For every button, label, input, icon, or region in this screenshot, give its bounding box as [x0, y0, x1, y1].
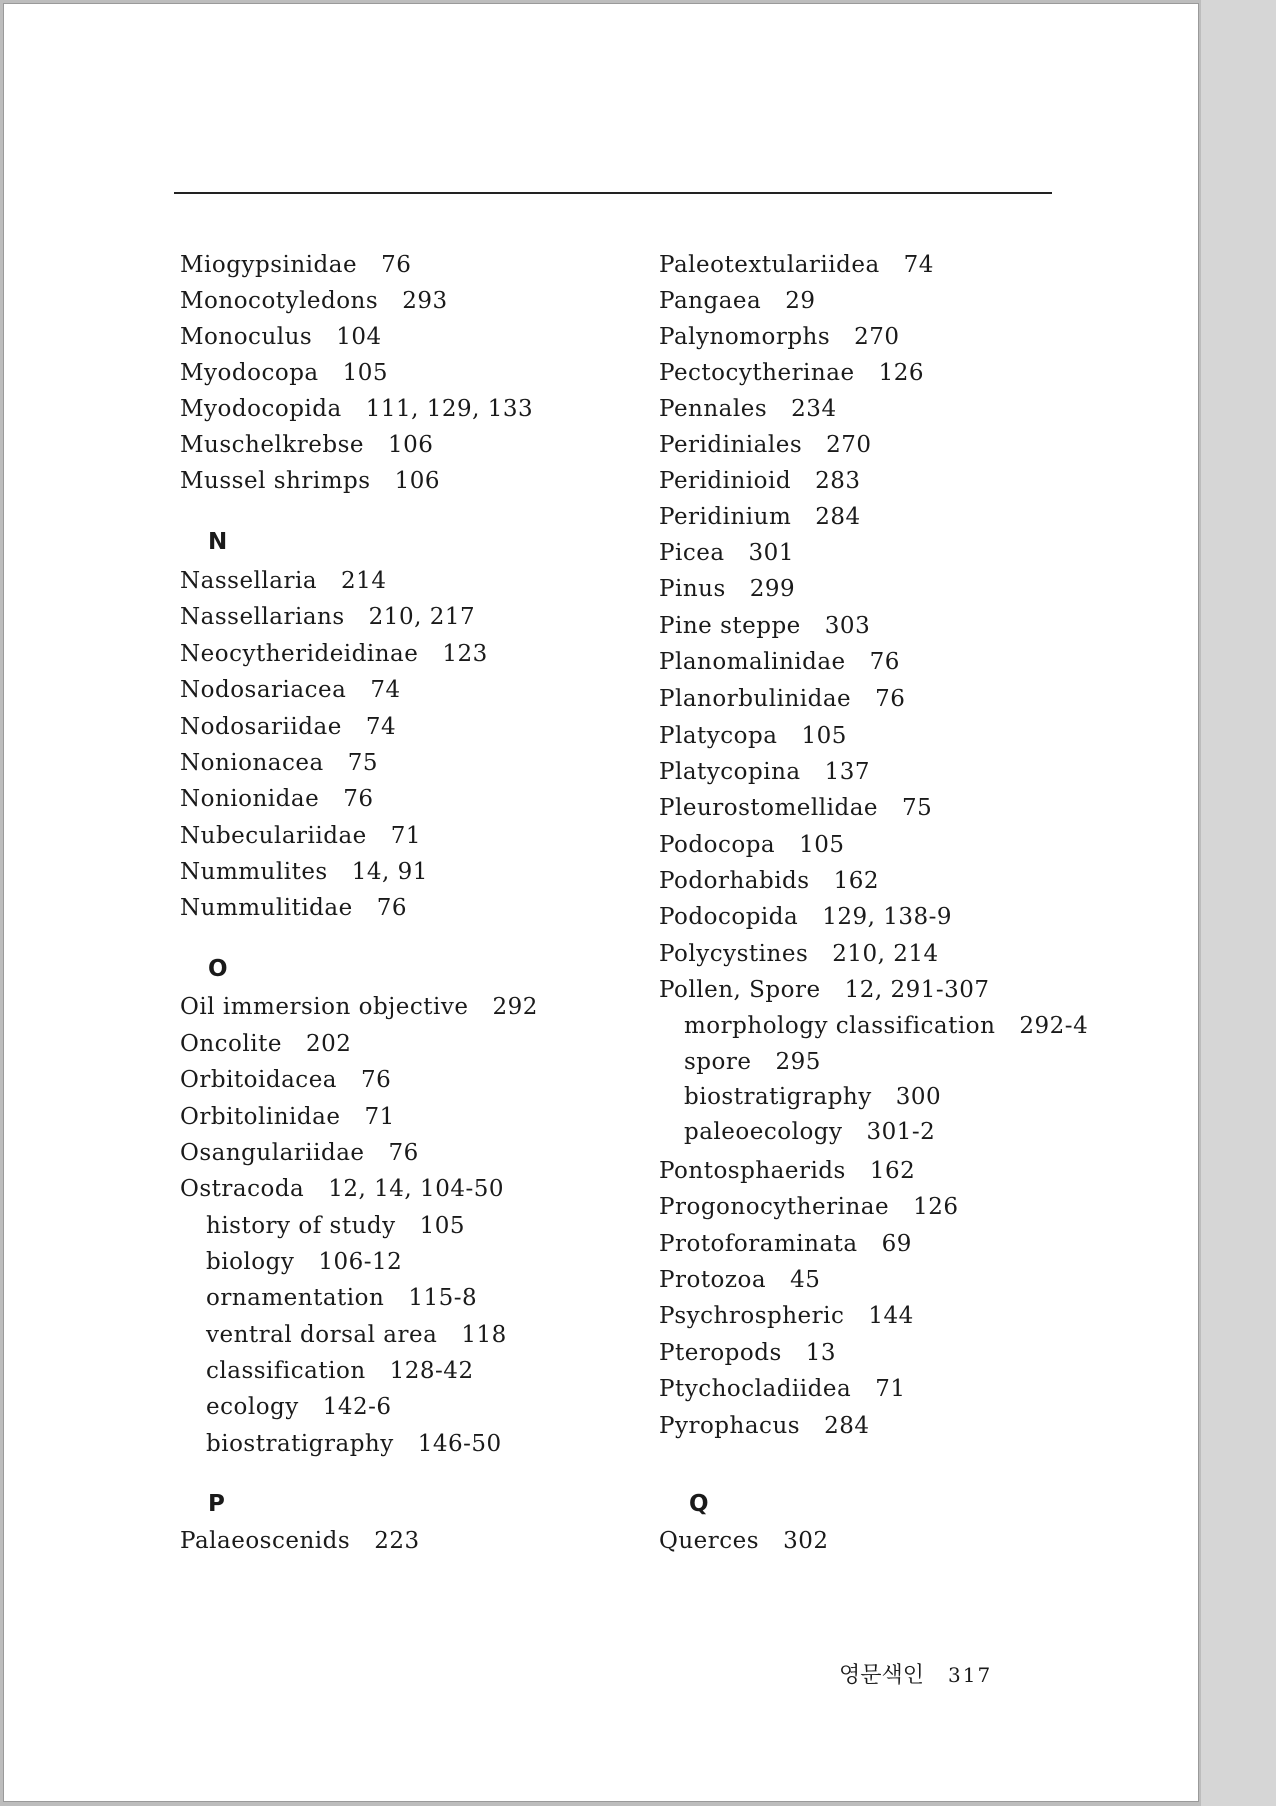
index-term: Monocotyledons: [180, 288, 379, 314]
index-page-ref: 126: [913, 1194, 959, 1220]
index-page-ref: 210, 214: [832, 941, 939, 967]
index-entry: [659, 359, 924, 387]
index-term: Myodocopa: [180, 360, 319, 386]
index-entry: [659, 1230, 912, 1258]
index-page-ref: 76: [875, 686, 906, 712]
index-page-ref: 118: [461, 1322, 507, 1348]
index-page-ref: 106: [394, 468, 440, 494]
index-page-ref: 295: [775, 1049, 821, 1075]
index-entry: [659, 758, 870, 786]
index-page-ref: 162: [869, 1158, 916, 1184]
index-page-ref: 146-50: [417, 1431, 502, 1457]
index-page-ref: 137: [824, 759, 871, 785]
index-subentry: [684, 1012, 1088, 1040]
index-entry: [659, 503, 861, 531]
index-entry: [180, 603, 475, 631]
index-subentry: [206, 1357, 474, 1385]
index-page-ref: 45: [790, 1267, 821, 1293]
index-entry: [180, 1030, 351, 1058]
index-term: Peridiniales: [659, 432, 803, 458]
index-page-ref: 270: [854, 324, 900, 350]
index-page-ref: 301: [748, 540, 794, 566]
index-entry: [659, 287, 816, 315]
index-page-ref: 13: [805, 1340, 837, 1366]
index-term: ventral dorsal area: [206, 1322, 438, 1348]
index-page-ref: 299: [749, 576, 796, 602]
section-letter-q: Q: [689, 1491, 709, 1517]
index-term: ornamentation: [206, 1285, 385, 1311]
index-entry: [659, 251, 934, 279]
index-term: Nummulites: [180, 859, 328, 885]
index-entry: [180, 359, 388, 387]
index-term: Nodosariacea: [180, 677, 347, 703]
index-entry: [659, 1375, 905, 1403]
index-term: Podocopa: [659, 832, 776, 858]
page-footer: [839, 1658, 992, 1689]
section-letter-n: N: [208, 529, 228, 555]
index-subentry: [684, 1048, 821, 1076]
index-term: Podocopida: [659, 904, 799, 930]
index-entry: [180, 676, 401, 704]
index-term: Planomalinidae: [659, 649, 846, 675]
section-letter-o: O: [208, 956, 228, 982]
index-entry: [659, 1157, 915, 1185]
index-subentry: [206, 1430, 502, 1458]
index-entry: [659, 1302, 914, 1330]
index-term: Neocytherideidinae: [180, 641, 419, 667]
index-page-ref: 292-4: [1019, 1013, 1089, 1039]
index-page-ref: 69: [881, 1231, 912, 1257]
index-page-ref: 142-6: [322, 1394, 392, 1420]
index-entry: [180, 749, 378, 777]
index-page-ref: 123: [442, 641, 488, 667]
index-page-ref: 301-2: [866, 1119, 936, 1145]
index-page-ref: 76: [376, 895, 408, 921]
index-term: Podorhabids: [659, 868, 810, 894]
index-term: Orbitolinidae: [180, 1104, 341, 1130]
index-entry: [180, 287, 448, 315]
index-page-ref: 71: [364, 1104, 395, 1130]
index-page-ref: 76: [388, 1140, 419, 1166]
index-page-ref: 75: [347, 750, 378, 776]
index-term: Nubeculariidae: [180, 823, 367, 849]
index-page-ref: 284: [815, 504, 861, 530]
index-term: Miogypsinidae: [180, 252, 358, 278]
footer-section-title: 영문색인: [839, 1663, 925, 1688]
index-entry: [659, 395, 837, 423]
index-term: Querces: [659, 1528, 760, 1554]
index-page-ref: 75: [902, 795, 933, 821]
index-page-ref: 202: [305, 1031, 352, 1057]
index-term: Psychrospheric: [659, 1303, 845, 1329]
index-term: Muschelkrebse: [180, 432, 365, 458]
index-term: Oncolite: [180, 1031, 282, 1057]
index-page-ref: 303: [824, 613, 871, 639]
index-entry: [659, 1412, 869, 1440]
index-term: Nassellarians: [180, 604, 345, 630]
index-entry: [180, 713, 396, 741]
index-page: [3, 3, 1199, 1802]
index-entry: [180, 567, 386, 595]
index-entry: [180, 395, 533, 423]
index-term: Palaeoscenids: [180, 1528, 351, 1554]
index-entry: [659, 722, 847, 750]
index-term: Platycopa: [659, 723, 778, 749]
index-term: Pectocytherinae: [659, 360, 855, 386]
index-entry: [659, 940, 939, 968]
index-term: Palynomorphs: [659, 324, 831, 350]
index-term: Oil immersion objective: [180, 994, 469, 1020]
index-page-ref: 105: [799, 832, 845, 858]
index-page-ref: 105: [342, 360, 389, 386]
index-page-ref: 76: [361, 1067, 392, 1093]
index-term: history of study: [206, 1213, 396, 1239]
index-page-ref: 74: [370, 677, 401, 703]
index-page-ref: 300: [895, 1084, 942, 1110]
index-page-ref: 111, 129, 133: [365, 396, 534, 422]
index-page-ref: 214: [341, 568, 387, 594]
index-entry: [180, 1103, 395, 1131]
index-entry: [180, 1066, 391, 1094]
index-term: Pine steppe: [659, 613, 801, 639]
index-subentry: [684, 1118, 935, 1146]
index-term: Pontosphaerids: [659, 1158, 846, 1184]
index-page-ref: 12, 14, 104-50: [328, 1176, 504, 1202]
index-page-ref: 29: [785, 288, 816, 314]
index-page-ref: 283: [815, 468, 861, 494]
index-term: spore: [684, 1049, 752, 1075]
index-page-ref: 115-8: [408, 1285, 478, 1311]
index-page-ref: 71: [875, 1376, 906, 1402]
index-page-ref: 71: [390, 823, 422, 849]
index-subentry: [206, 1321, 507, 1349]
index-entry: [659, 575, 795, 603]
index-subentry: [206, 1212, 465, 1240]
index-term: morphology classification: [684, 1013, 996, 1039]
index-term: biology: [206, 1249, 295, 1275]
index-term: Orbitoidacea: [180, 1067, 338, 1093]
index-entry: [659, 867, 879, 895]
index-subentry: [206, 1284, 477, 1312]
index-term: Platycopina: [659, 759, 801, 785]
index-term: Pteropods: [659, 1340, 782, 1366]
index-term: Polycystines: [659, 941, 809, 967]
index-page-ref: 76: [381, 252, 412, 278]
index-entry: [659, 323, 900, 351]
index-entry: [180, 894, 407, 922]
index-term: Nassellaria: [180, 568, 318, 594]
index-entry: [659, 685, 905, 713]
index-page-ref: 144: [868, 1303, 914, 1329]
index-term: Peridinioid: [659, 468, 792, 494]
index-page-ref: 76: [343, 786, 374, 812]
index-entry: [180, 431, 433, 459]
index-entry: [180, 858, 428, 886]
index-entry: [659, 1193, 958, 1221]
index-page-ref: 14, 91: [351, 859, 428, 885]
index-term: Progonocytherinae: [659, 1194, 890, 1220]
index-entry: [659, 903, 952, 931]
index-page-ref: 76: [869, 649, 900, 675]
index-entry: [180, 1175, 504, 1203]
index-term: Ostracoda: [180, 1176, 305, 1202]
index-term: Ptychocladiidea: [659, 1376, 852, 1402]
index-page-ref: 128-42: [389, 1358, 474, 1384]
index-subentry: [684, 1083, 941, 1111]
index-page-ref: 105: [419, 1213, 466, 1239]
index-entry: [180, 993, 538, 1021]
index-entry: [659, 831, 845, 859]
index-entry: [659, 1339, 836, 1367]
index-subentry: [206, 1393, 392, 1421]
index-page-ref: 74: [365, 714, 397, 740]
index-entry: [180, 1139, 419, 1167]
index-term: Pyrophacus: [659, 1413, 801, 1439]
index-entry: [180, 785, 374, 813]
index-page-ref: 126: [878, 360, 924, 386]
index-page-ref: 234: [791, 396, 837, 422]
index-entry: [659, 612, 870, 640]
index-entry: [180, 323, 382, 351]
index-term: ecology: [206, 1394, 299, 1420]
index-term: Pennales: [659, 396, 768, 422]
section-letter-p: P: [208, 1491, 225, 1517]
index-term: Protozoa: [659, 1267, 767, 1293]
index-entry: [659, 467, 861, 495]
page-number: 317: [948, 1663, 993, 1687]
index-term: Picea: [659, 540, 725, 566]
index-page-ref: 270: [826, 432, 872, 458]
index-page-ref: 12, 291-307: [844, 977, 990, 1003]
index-page-ref: 105: [801, 723, 847, 749]
index-term: Protoforaminata: [659, 1231, 858, 1257]
index-entry: [659, 1527, 828, 1555]
index-page-ref: 210, 217: [368, 604, 476, 630]
header-rule: [174, 192, 1052, 194]
index-term: Monoculus: [180, 324, 313, 350]
viewer-margin: [1201, 0, 1276, 1806]
index-entry: [659, 794, 932, 822]
index-page-ref: 293: [402, 288, 448, 314]
index-page-ref: 223: [374, 1528, 420, 1554]
index-term: Nummulitidae: [180, 895, 353, 921]
index-term: Nonionacea: [180, 750, 324, 776]
index-term: Myodocopida: [180, 396, 342, 422]
index-term: biostratigraphy: [206, 1431, 394, 1457]
index-entry: [180, 251, 411, 279]
index-entry: [659, 1266, 820, 1294]
index-term: classification: [206, 1358, 366, 1384]
index-term: Pleurostomellidae: [659, 795, 879, 821]
index-page-ref: 292: [492, 994, 538, 1020]
index-term: Paleotextulariidea: [659, 252, 880, 278]
index-entry: [659, 431, 872, 459]
index-page-ref: 129, 138-9: [822, 904, 953, 930]
index-entry: [659, 539, 794, 567]
index-entry: [180, 1527, 420, 1555]
index-term: biostratigraphy: [684, 1084, 872, 1110]
index-term: Nonionidae: [180, 786, 320, 812]
index-term: Pinus: [659, 576, 726, 602]
index-term: Nodosariidae: [180, 714, 342, 740]
index-term: Pollen, Spore: [659, 977, 821, 1003]
index-entry: [659, 976, 990, 1004]
index-term: Peridinium: [659, 504, 792, 530]
index-entry: [180, 467, 440, 495]
index-page-ref: 302: [783, 1528, 829, 1554]
index-page-ref: 162: [833, 868, 879, 894]
index-entry: [180, 822, 421, 850]
index-subentry: [206, 1248, 402, 1276]
index-page-ref: 106-12: [318, 1249, 403, 1275]
index-page-ref: 104: [336, 324, 382, 350]
index-entry: [180, 640, 488, 668]
index-page-ref: 106: [388, 432, 434, 458]
index-term: paleoecology: [684, 1119, 843, 1145]
index-page-ref: 74: [903, 252, 934, 278]
index-page-ref: 284: [824, 1413, 870, 1439]
index-term: Osangulariidae: [180, 1140, 365, 1166]
index-term: Mussel shrimps: [180, 468, 371, 494]
index-term: Pangaea: [659, 288, 762, 314]
index-entry: [659, 648, 900, 676]
index-term: Planorbulinidae: [659, 686, 852, 712]
